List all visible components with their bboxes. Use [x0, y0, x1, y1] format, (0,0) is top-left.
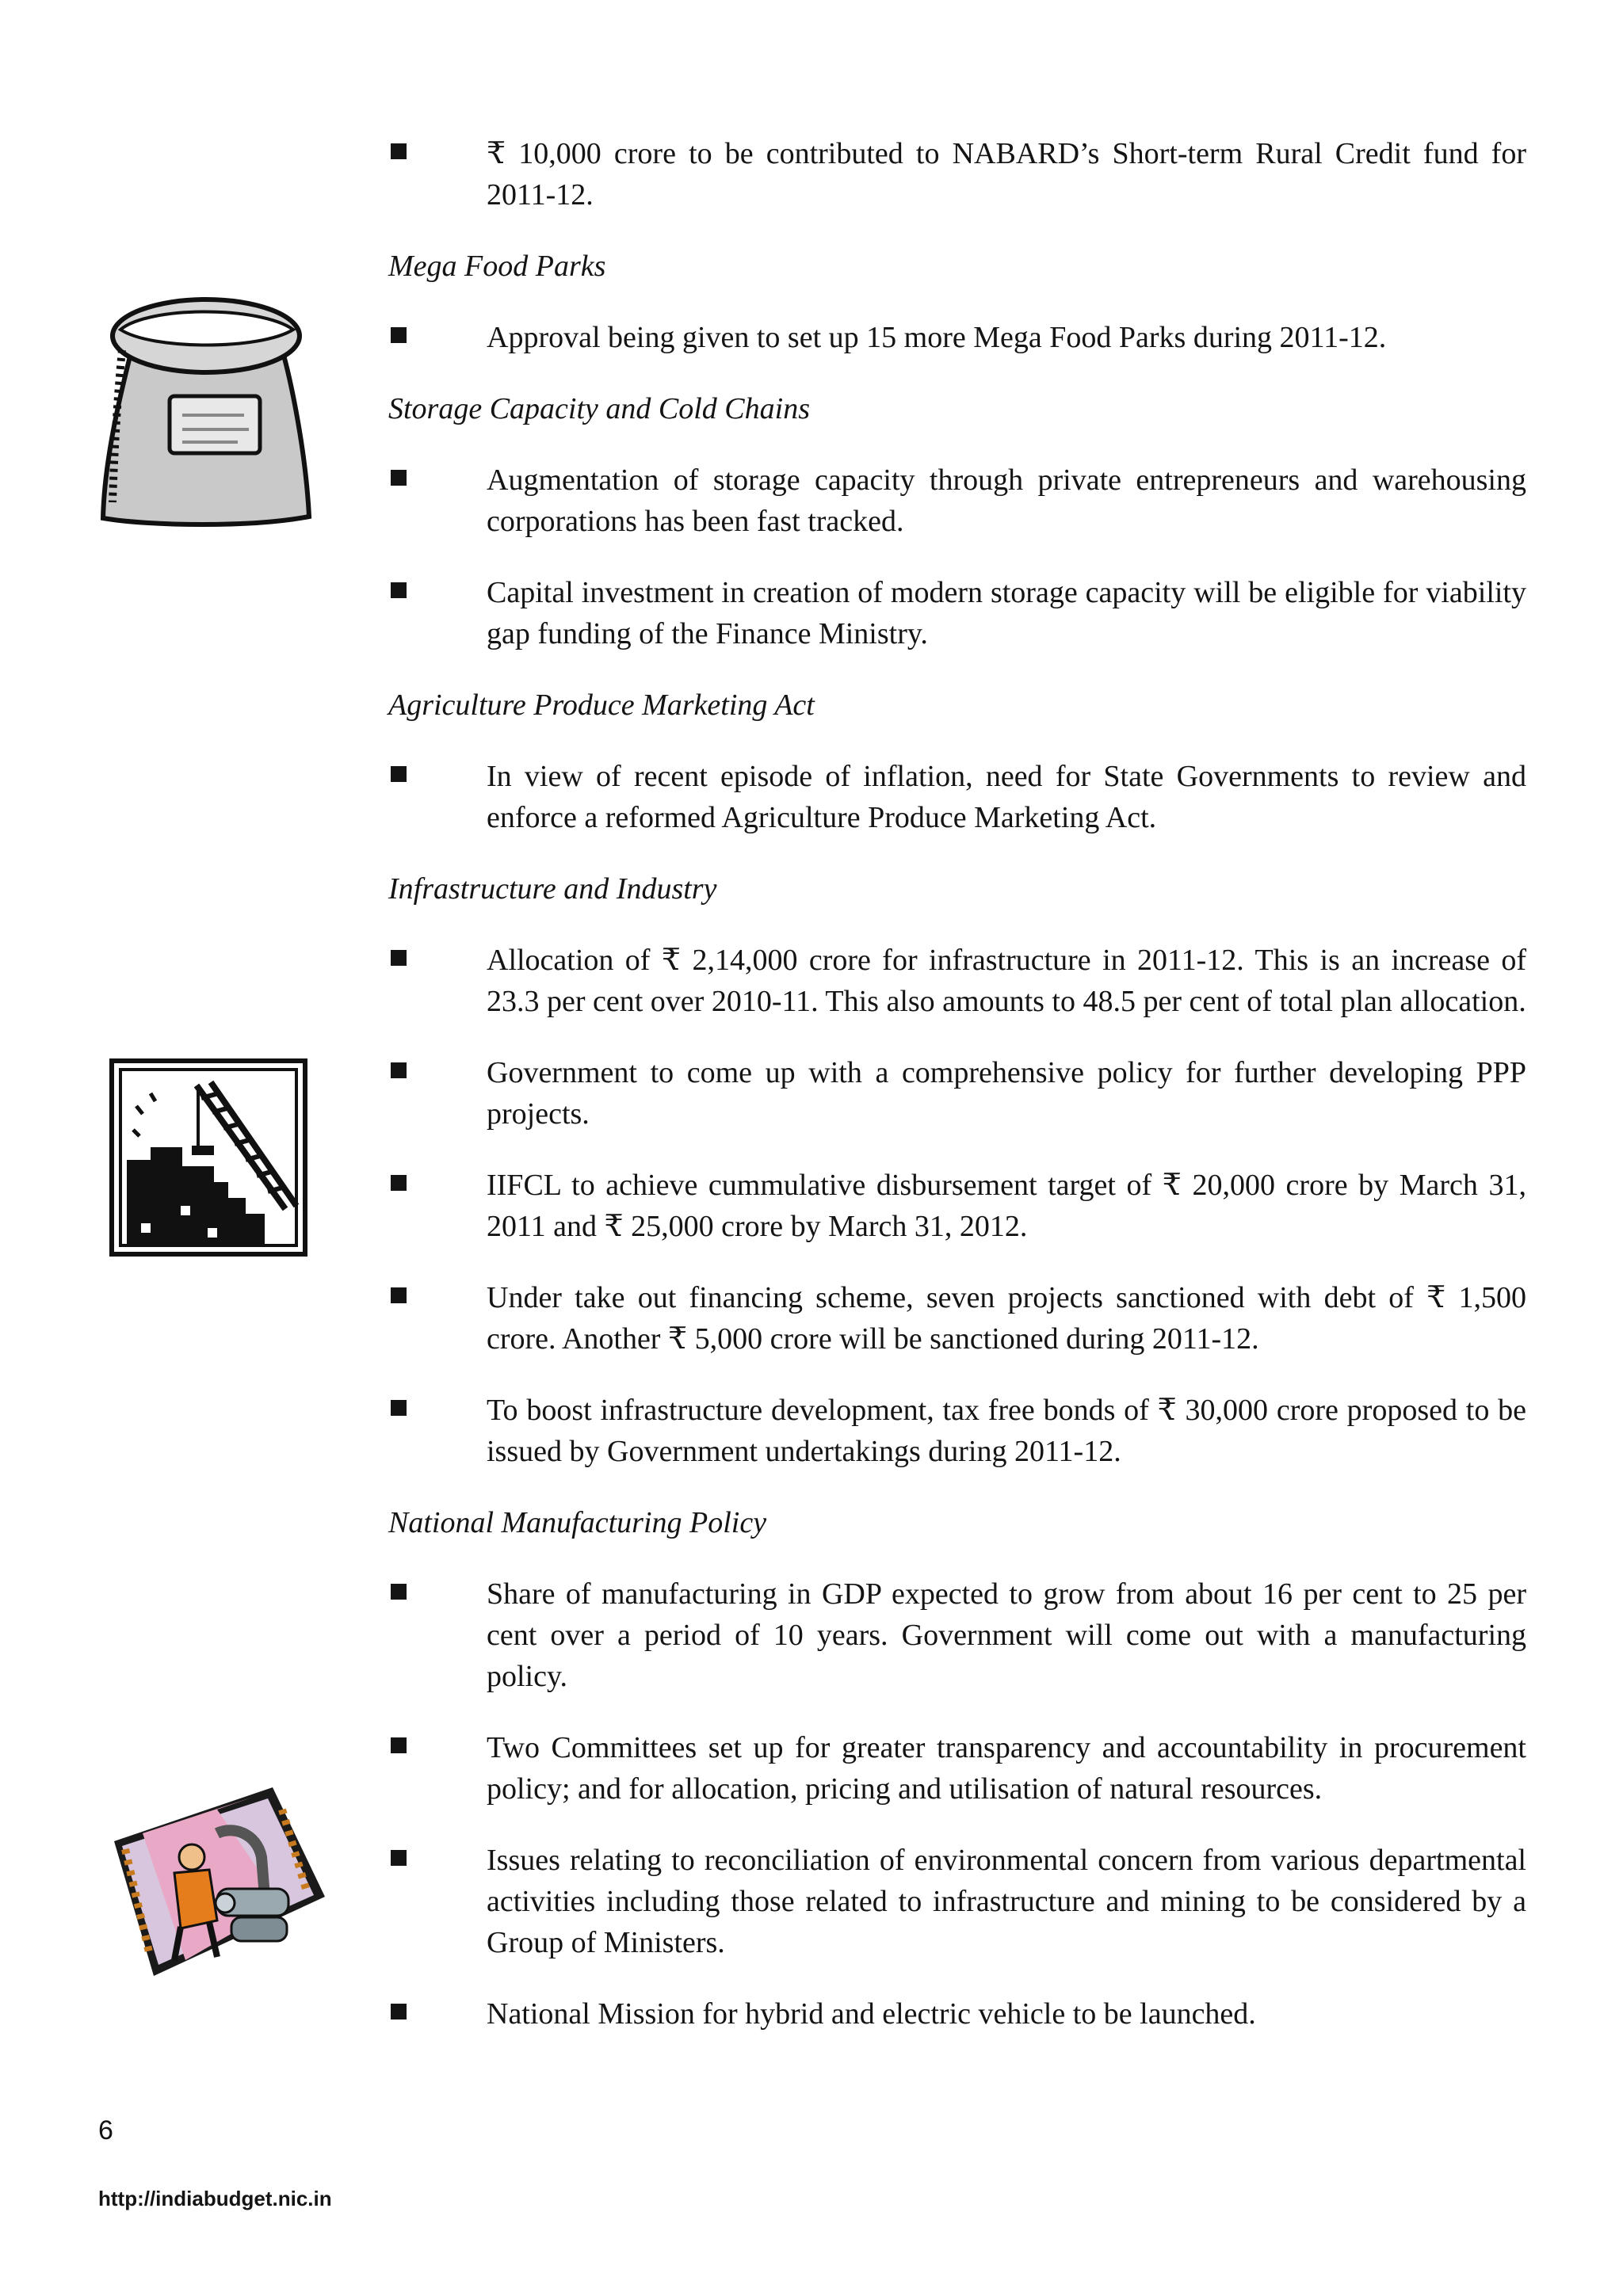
bullet-item: [388, 317, 1526, 358]
bullet-item: [388, 1277, 1526, 1360]
square-bullet-icon: [391, 1737, 407, 1753]
square-bullet-icon: [391, 1850, 407, 1866]
square-bullet-icon: [391, 950, 407, 966]
bullet-text: Capital investment in creation of modern storage capacity will be eligible for viability gap funding of the Finance Ministry.: [487, 576, 1526, 650]
square-bullet-icon: [391, 582, 407, 598]
bullet-text: In view of recent episode of inflation, need for State Governments to review and enforce a reformed Agriculture Produce Marketing Act.: [487, 760, 1526, 834]
bullet-text: Augmentation of storage capacity through private entrepreneurs and warehousing corporations has been fast tracked.: [487, 463, 1526, 538]
bullet-item: [388, 1165, 1526, 1247]
bullet-item: [388, 1052, 1526, 1135]
bullet-text: Under take out financing scheme, seven projects sanctioned with debt of ₹ 1,500 crore. Another ₹ 5,000 crore will be sanctioned during 2011-12.: [487, 1281, 1526, 1356]
page-number: 6: [98, 2115, 113, 2145]
bullet-text: IIFCL to achieve cummulative disbursement target of ₹ 20,000 crore by March 31, 2011 and ₹ 25,000 crore by March 31, 2012.: [487, 1169, 1526, 1243]
section-heading: Agriculture Produce Marketing Act: [388, 688, 815, 722]
bullet-item: [388, 1993, 1526, 2035]
bullet-item: [388, 1840, 1526, 1963]
grain-sack-icon: [94, 295, 315, 532]
bullet-text: ₹ 10,000 crore to be contributed to NABARD’s Short-term Rural Credit fund for 2011-12.: [487, 137, 1526, 212]
square-bullet-icon: [391, 1584, 407, 1600]
main-content: [388, 133, 1526, 2065]
square-bullet-icon: [391, 766, 407, 782]
bullet-text: Government to come up with a comprehensive policy for further developing PPP projects.: [487, 1056, 1526, 1131]
square-bullet-icon: [391, 1062, 407, 1078]
square-bullet-icon: [391, 1400, 407, 1416]
square-bullet-icon: [391, 143, 407, 159]
section-heading: National Manufacturing Policy: [388, 1506, 767, 1539]
construction-crane-icon: [109, 1058, 307, 1257]
bullet-item: [388, 1727, 1526, 1810]
bullet-text: Two Committees set up for greater transparency and accountability in procurement policy; and for allocation, pricing and utilisation of natural resources.: [487, 1731, 1526, 1806]
bullet-item: [388, 133, 1526, 215]
square-bullet-icon: [391, 2004, 407, 2019]
bullet-item: [388, 756, 1526, 838]
bullet-item: [388, 572, 1526, 654]
bullet-text: Share of manufacturing in GDP expected to grow from about 16 per cent to 25 per cent over a period of 10 years. Government will come out with a manufacturing policy.: [487, 1577, 1526, 1693]
bullet-item: [388, 460, 1526, 542]
section-heading: Mega Food Parks: [388, 250, 606, 283]
square-bullet-icon: [391, 327, 407, 343]
bullet-text: To boost infrastructure development, tax free bonds of ₹ 30,000 crore proposed to be issued by Government undertakings during 2011-12.: [487, 1394, 1526, 1468]
bullet-item: [388, 940, 1526, 1022]
factory-worker-icon: [98, 1778, 328, 1984]
bullet-text: Approval being given to set up 15 more Mega Food Parks during 2011-12.: [487, 321, 1387, 354]
bullet-item: [388, 1390, 1526, 1472]
section-heading: Infrastructure and Industry: [388, 872, 717, 906]
square-bullet-icon: [391, 1287, 407, 1303]
bullet-text: Allocation of ₹ 2,14,000 crore for infrastructure in 2011-12. This is an increase of 23.3 per cent over 2010-11. This also amounts to 48.5 per cent of total plan allocation.: [487, 944, 1526, 1018]
section-heading: Storage Capacity and Cold Chains: [388, 392, 810, 425]
bullet-text: National Mission for hybrid and electric vehicle to be launched.: [487, 1997, 1256, 2031]
bullet-item: [388, 1573, 1526, 1697]
bullet-text: Issues relating to reconciliation of environmental concern from various departmental activities including those related to infrastructure and mining to be considered by a Group of Ministers.: [487, 1844, 1526, 1959]
square-bullet-icon: [391, 1175, 407, 1191]
footer-url[interactable]: http://indiabudget.nic.in: [98, 2187, 332, 2210]
square-bullet-icon: [391, 470, 407, 486]
